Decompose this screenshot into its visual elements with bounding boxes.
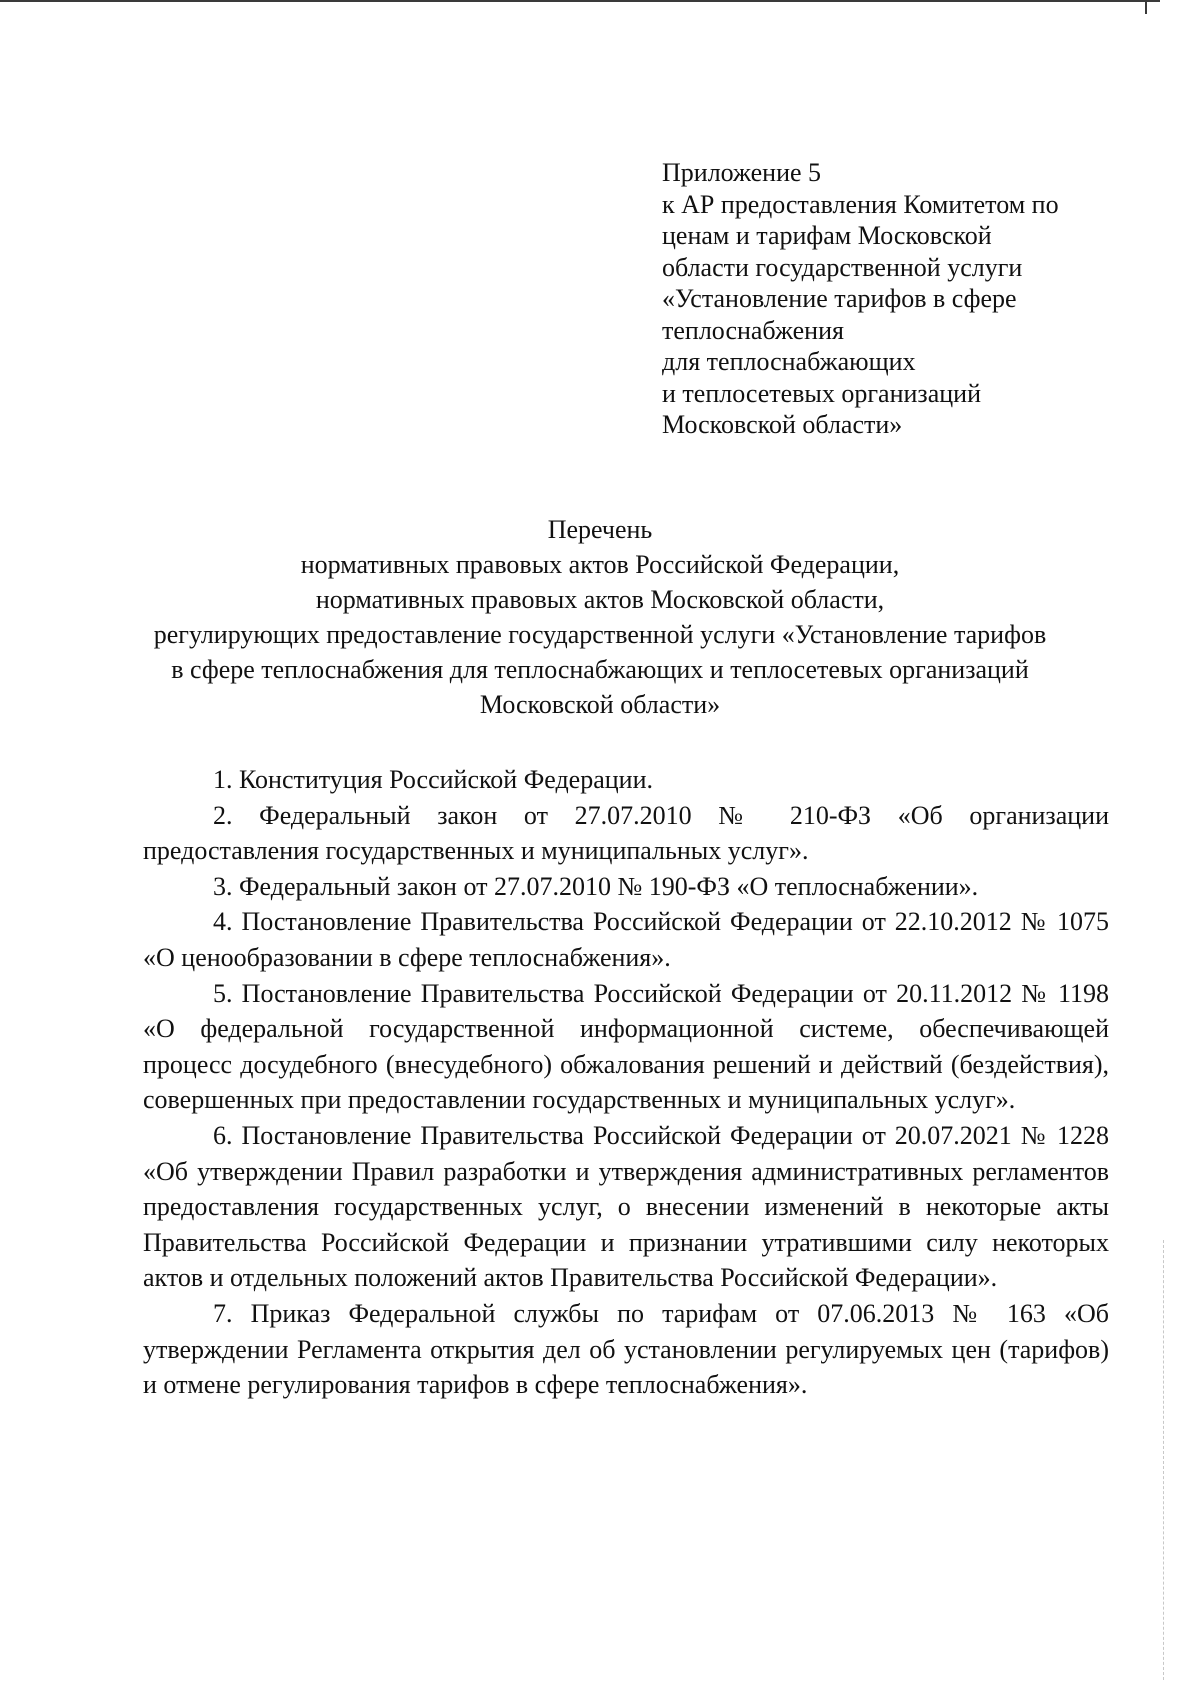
- acts-list: [143, 762, 1109, 1403]
- appendix-header: [662, 157, 1142, 441]
- title-line: в сфере теплоснабжения для теплоснабжающих и теплосетевых организаций: [171, 655, 1029, 684]
- appendix-line: «Установление тарифов в сфере: [662, 284, 1017, 313]
- appendix-line: Московской области»: [662, 410, 903, 439]
- appendix-line: ценам и тарифам Московской: [662, 221, 992, 250]
- act-item: 2. Федеральный закон от 27.07.2010 № 210-ФЗ «Об организации предоставления государственных и муниципальных услуг».: [143, 800, 1109, 866]
- appendix-line: к АР предоставления Комитетом по: [662, 189, 1059, 219]
- appendix-line: области государственной услуги: [662, 252, 1023, 282]
- title-line: нормативных правовых актов Российской Федерации,: [300, 550, 900, 579]
- document-title: [100, 512, 1100, 722]
- appendix-line: теплоснабжения: [662, 315, 844, 345]
- title-line: регулирующих предоставление государственной услуги «Установление тарифов: [153, 620, 1047, 649]
- scan-top-edge-line: [0, 0, 1160, 2]
- title-line: Перечень: [547, 515, 653, 544]
- scan-right-edge-marks: [1163, 1240, 1165, 1680]
- title-line: нормативных правовых актов Московской области,: [315, 585, 885, 614]
- appendix-line: для теплоснабжающих: [662, 347, 916, 376]
- act-item: 7. Приказ Федеральной службы по тарифам от 07.06.2013 № 163 «Об утверждении Регламента открытия дел об установлении регулируемых цен (тарифов) и отмене регулирования тарифов в сфере теплоснабжения».: [143, 1298, 1109, 1400]
- act-item: 1. Конституция Российской Федерации.: [213, 765, 654, 794]
- appendix-line: и теплосетевых организаций: [662, 378, 981, 408]
- act-item: 4. Постановление Правительства Российской Федерации от 22.10.2012 № 1075 «О ценообразовании в сфере теплоснабжения».: [143, 907, 1109, 972]
- title-line: Московской области»: [479, 690, 721, 719]
- appendix-line: Приложение 5: [662, 158, 822, 187]
- scan-corner-tick: [1145, 0, 1147, 14]
- act-item: 5. Постановление Правительства Российской Федерации от 20.11.2012 № 1198 «О федеральной государственной информационной системе, обеспечивающей процесс досудебного (внесудебного) обжалования решений и действий (бездействия), совершенных при предоставлении государственных и муниципальных услуг».: [143, 978, 1109, 1115]
- act-item: 3. Федеральный закон от 27.07.2010 № 190-ФЗ «О теплоснабжении».: [213, 871, 979, 901]
- act-item: 6. Постановление Правительства Российской Федерации от 20.07.2021 № 1228 «Об утверждении Правил разработки и утверждения административных регламентов предоставления государственных услуг, о внесении изменений в некоторые акты Правительства Российской Федерации и признании утратившими силу некоторых актов и отдельных положений актов Правительства Российской Федерации».: [143, 1120, 1109, 1293]
